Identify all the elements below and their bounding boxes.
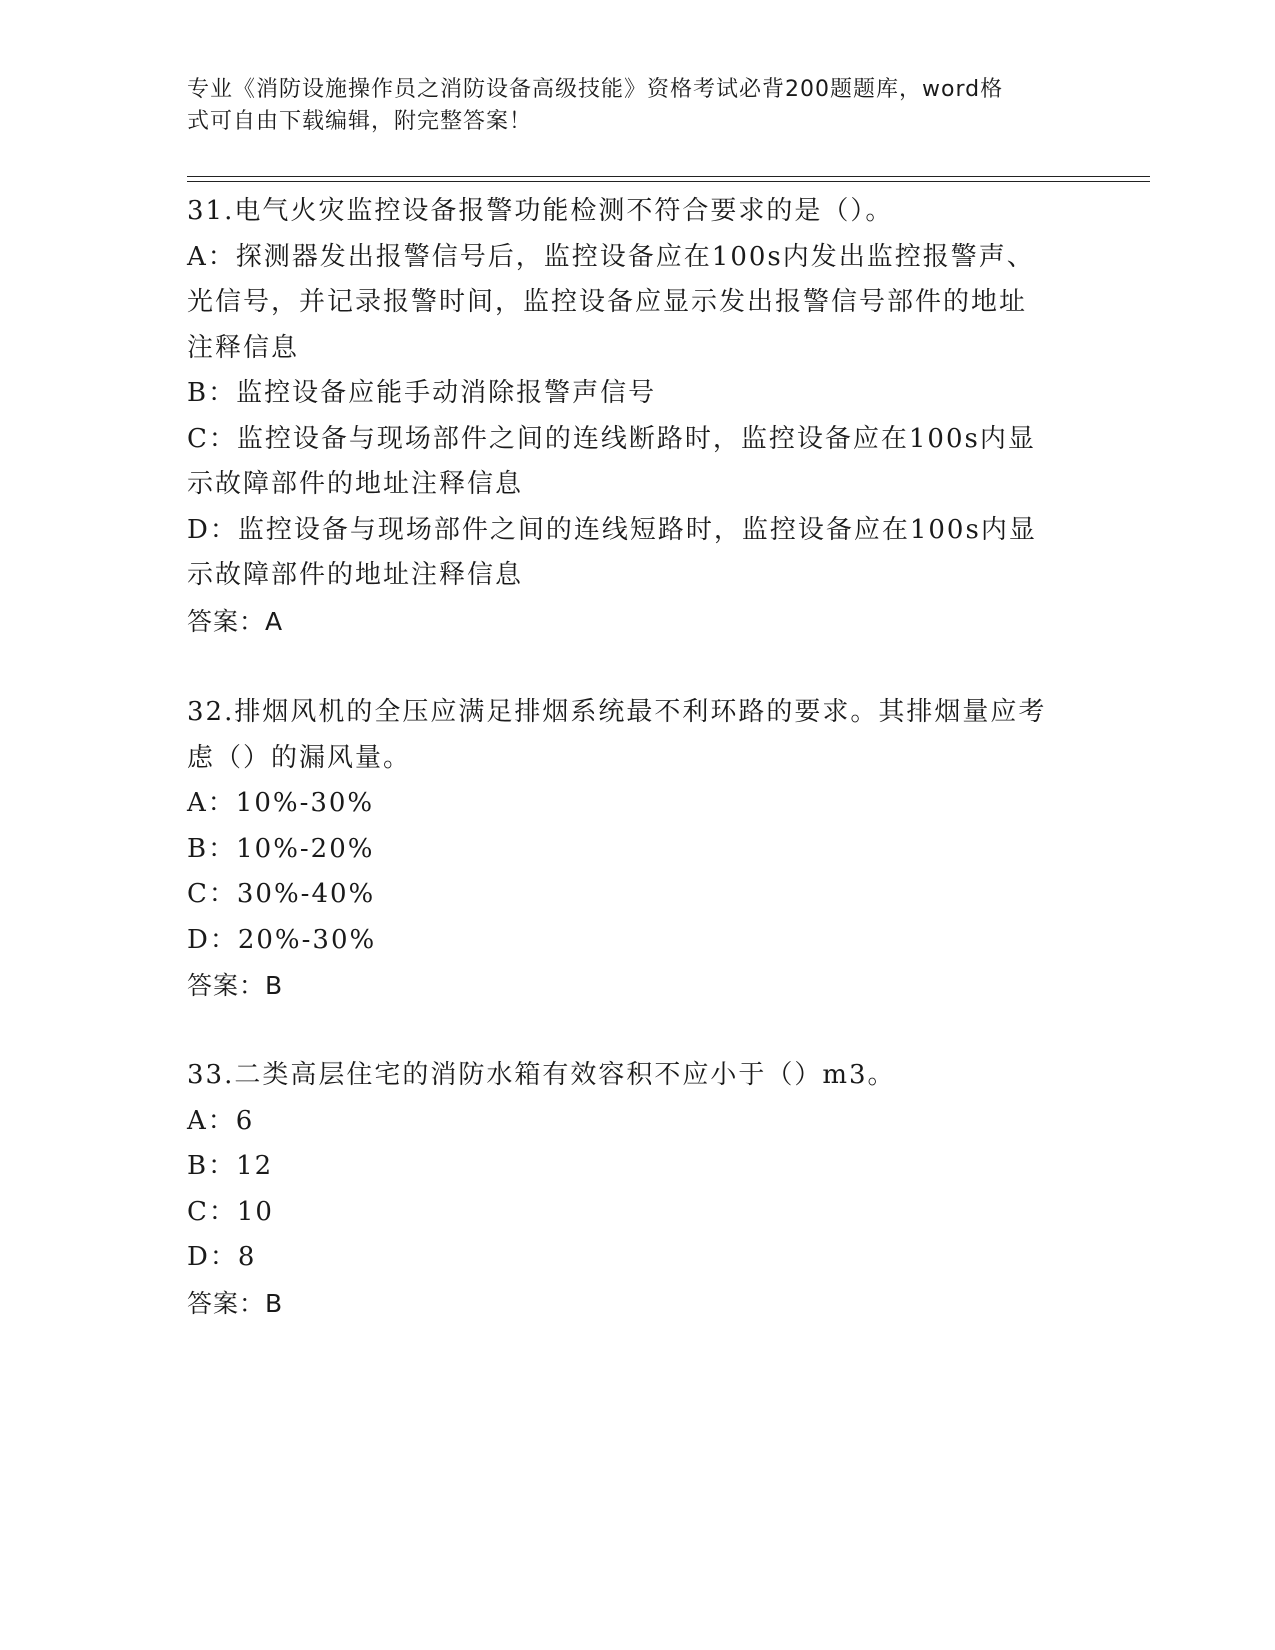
option-line: 注释信息 xyxy=(187,332,300,363)
header-divider-top xyxy=(187,176,1150,177)
option-line: 光信号，并记录报警时间，监控设备应显示发出报警信号部件的地址 xyxy=(187,287,1028,317)
option-line: B：监控设备应能手动消除报警声信号 xyxy=(187,378,657,408)
option-b: B：12 xyxy=(187,1151,274,1181)
header-divider-bottom xyxy=(187,181,1150,182)
question-31 xyxy=(187,189,1087,644)
answer-label: 答案：B xyxy=(187,1288,284,1318)
option-b: B：10%-20% xyxy=(187,833,375,864)
option-d: D：8 xyxy=(187,1242,257,1272)
option-line: A：探测器发出报警信号后，监控设备应在100s内发出监控报警声、 xyxy=(187,241,1035,272)
option-line: C：监控设备与现场部件之间的连线断路时，监控设备应在100s内显 xyxy=(187,423,1036,454)
document-header xyxy=(187,74,1067,138)
option-a: A：6 xyxy=(187,1105,255,1136)
header-line-1: 专业《消防设施操作员之消防设备高级技能》资格考试必背200题题库，word格 xyxy=(187,77,1004,102)
option-b xyxy=(187,371,1087,417)
question-stem: 虑（）的漏风量。 xyxy=(187,742,412,773)
option-d: D：20%-30% xyxy=(187,924,377,955)
question-stem: 33.二类高层住宅的消防水箱有效容积不应小于（）m3。 xyxy=(187,1060,896,1090)
question-stem: 32.排烟风机的全压应满足排烟系统最不利环路的要求。其排烟量应考 xyxy=(187,697,1047,727)
option-c: C：30%-40% xyxy=(187,879,376,909)
option-a: A：10%-30% xyxy=(187,788,375,818)
answer-label: 答案：B xyxy=(187,971,284,1000)
option-c xyxy=(187,417,1087,508)
question-stem: 31.电气火灾监控设备报警功能检测不符合要求的是（）。 xyxy=(187,196,894,226)
option-c: C：10 xyxy=(187,1196,274,1227)
option-d xyxy=(187,508,1087,599)
question-32 xyxy=(187,690,1087,1008)
header-line-2: 式可自由下载编辑，附完整答案！ xyxy=(187,109,533,134)
option-line: D：监控设备与现场部件之间的连线短路时，监控设备应在100s内显 xyxy=(187,514,1037,545)
option-line: 示故障部件的地址注释信息 xyxy=(187,560,524,590)
option-a xyxy=(187,235,1087,372)
question-33 xyxy=(187,1053,1087,1326)
option-line: 示故障部件的地址注释信息 xyxy=(187,469,524,499)
answer-label: 答案：A xyxy=(187,606,284,636)
